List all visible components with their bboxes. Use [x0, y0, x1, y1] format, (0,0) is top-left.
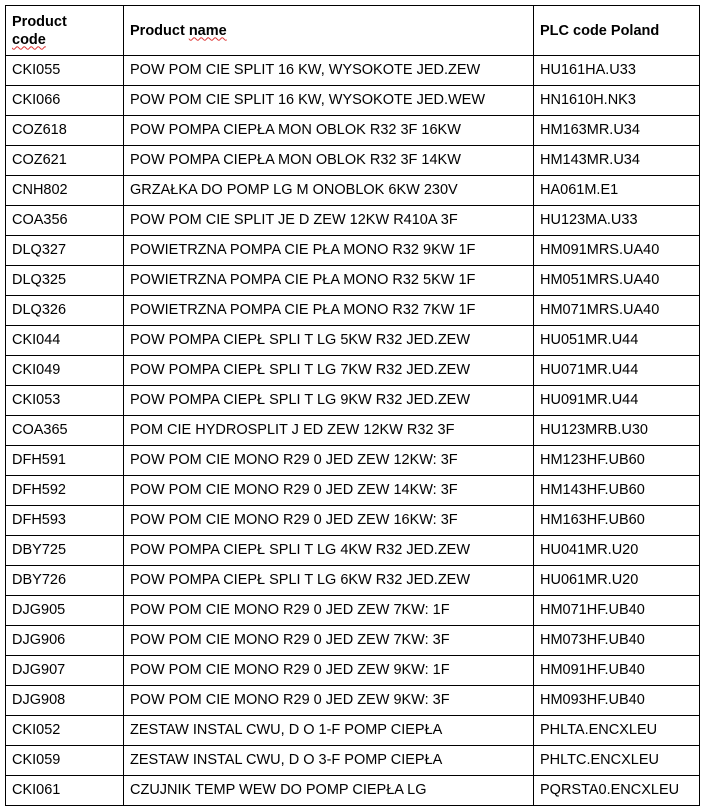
- product-name-cell: POW POM CIE MONO R29 0 JED ZEW 14KW: 3F: [124, 476, 534, 506]
- table-row: [6, 566, 700, 596]
- table-row: [6, 506, 700, 536]
- product-code-cell: DBY726: [6, 566, 124, 596]
- table-row: [6, 86, 700, 116]
- table-row: [6, 236, 700, 266]
- product-name-cell: ZESTAW INSTAL CWU, D O 3-F POMP CIEPŁA: [124, 746, 534, 776]
- product-code-cell: COZ621: [6, 146, 124, 176]
- product-code-cell: DFH592: [6, 476, 124, 506]
- table-body: [6, 56, 700, 806]
- product-name-cell: POW POMPA CIEPŁ SPLI T LG 6KW R32 JED.ZEW: [124, 566, 534, 596]
- plc-code-cell: HU061MR.U20: [534, 566, 700, 596]
- product-table-container: [5, 5, 700, 806]
- plc-code-cell: PQRSTA0.ENCXLEU: [534, 776, 700, 806]
- plc-code-cell: HM091MRS.UA40: [534, 236, 700, 266]
- product-code-cell: CKI055: [6, 56, 124, 86]
- header-plc-first: PLC: [540, 22, 569, 39]
- product-name-cell: POW POM CIE MONO R29 0 JED ZEW 16KW: 3F: [124, 506, 534, 536]
- table-header: [6, 6, 700, 56]
- product-name-cell: POW POMPA CIEPŁA MON OBLOK R32 3F 14KW: [124, 146, 534, 176]
- plc-code-cell: HM051MRS.UA40: [534, 266, 700, 296]
- table-row: [6, 326, 700, 356]
- product-name-cell: POM CIE HYDROSPLIT J ED ZEW 12KW R32 3F: [124, 416, 534, 446]
- header-plc-second: code Poland: [573, 22, 660, 39]
- product-code-cell: DFH593: [6, 506, 124, 536]
- product-code-cell: CKI049: [6, 356, 124, 386]
- product-code-cell: COZ618: [6, 116, 124, 146]
- table-row: [6, 626, 700, 656]
- table-row: [6, 206, 700, 236]
- product-name-cell: POW POMPA CIEPŁA MON OBLOK R32 3F 16KW: [124, 116, 534, 146]
- table-row: [6, 146, 700, 176]
- product-name-cell: POW POMPA CIEPŁ SPLI T LG 7KW R32 JED.ZEW: [124, 356, 534, 386]
- header-name-first: Product: [130, 22, 185, 39]
- product-code-cell: DBY725: [6, 536, 124, 566]
- product-name-cell: POW POM CIE MONO R29 0 JED ZEW 9KW: 3F: [124, 686, 534, 716]
- product-name-cell: POW POM CIE MONO R29 0 JED ZEW 7KW: 3F: [124, 626, 534, 656]
- plc-code-cell: HU071MR.U44: [534, 356, 700, 386]
- product-code-cell: CKI044: [6, 326, 124, 356]
- product-code-cell: CKI052: [6, 716, 124, 746]
- table-row: [6, 716, 700, 746]
- plc-code-cell: PHLTC.ENCXLEU: [534, 746, 700, 776]
- product-code-cell: DFH591: [6, 446, 124, 476]
- header-plc-code: [534, 6, 700, 56]
- plc-code-cell: HM091HF.UB40: [534, 656, 700, 686]
- plc-code-cell: HM143HF.UB60: [534, 476, 700, 506]
- table-row: [6, 116, 700, 146]
- product-name-cell: POW POM CIE SPLIT 16 KW, WYSOKOTE JED.WEW: [124, 86, 534, 116]
- plc-code-cell: HM163HF.UB60: [534, 506, 700, 536]
- plc-code-cell: HU161HA.U33: [534, 56, 700, 86]
- table-row: [6, 536, 700, 566]
- product-name-cell: GRZAŁKA DO POMP LG M ONOBLOK 6KW 230V: [124, 176, 534, 206]
- header-product-code: [6, 6, 124, 56]
- plc-code-cell: HM071MRS.UA40: [534, 296, 700, 326]
- plc-code-cell: HU123MA.U33: [534, 206, 700, 236]
- table-row: [6, 386, 700, 416]
- product-name-cell: POWIETRZNA POMPA CIE PŁA MONO R32 5KW 1F: [124, 266, 534, 296]
- table-row: [6, 356, 700, 386]
- product-code-cell: CKI066: [6, 86, 124, 116]
- product-code-cell: DLQ325: [6, 266, 124, 296]
- product-code-cell: CKI061: [6, 776, 124, 806]
- plc-code-cell: PHLTA.ENCXLEU: [534, 716, 700, 746]
- table-row: [6, 266, 700, 296]
- product-code-cell: COA365: [6, 416, 124, 446]
- product-name-cell: POW POMPA CIEPŁ SPLI T LG 5KW R32 JED.ZEW: [124, 326, 534, 356]
- product-code-cell: CKI053: [6, 386, 124, 416]
- product-code-cell: DJG907: [6, 656, 124, 686]
- header-row: [6, 6, 700, 56]
- plc-code-cell: HM071HF.UB40: [534, 596, 700, 626]
- plc-code-cell: HU123MRB.U30: [534, 416, 700, 446]
- product-code-cell: DJG905: [6, 596, 124, 626]
- plc-code-cell: HM073HF.UB40: [534, 626, 700, 656]
- product-code-cell: CKI059: [6, 746, 124, 776]
- product-code-cell: DLQ327: [6, 236, 124, 266]
- plc-code-cell: HU091MR.U44: [534, 386, 700, 416]
- plc-code-cell: HM163MR.U34: [534, 116, 700, 146]
- header-code-second: code: [12, 31, 46, 48]
- plc-code-cell: HN1610H.NK3: [534, 86, 700, 116]
- plc-code-cell: HM143MR.U34: [534, 146, 700, 176]
- table-row: [6, 656, 700, 686]
- product-table: [5, 5, 700, 806]
- product-name-cell: POWIETRZNA POMPA CIE PŁA MONO R32 7KW 1F: [124, 296, 534, 326]
- product-name-cell: POW POM CIE SPLIT JE D ZEW 12KW R410A 3F: [124, 206, 534, 236]
- table-row: [6, 296, 700, 326]
- header-name-second: name: [188, 22, 227, 39]
- plc-code-cell: HU041MR.U20: [534, 536, 700, 566]
- product-name-cell: ZESTAW INSTAL CWU, D O 1-F POMP CIEPŁA: [124, 716, 534, 746]
- product-code-cell: COA356: [6, 206, 124, 236]
- product-name-cell: POW POMPA CIEPŁ SPLI T LG 9KW R32 JED.ZEW: [124, 386, 534, 416]
- table-row: [6, 776, 700, 806]
- header-product-name: [124, 6, 534, 56]
- product-code-cell: DJG908: [6, 686, 124, 716]
- product-name-cell: CZUJNIK TEMP WEW DO POMP CIEPŁA LG: [124, 776, 534, 806]
- table-row: [6, 416, 700, 446]
- product-name-cell: POW POM CIE MONO R29 0 JED ZEW 9KW: 1F: [124, 656, 534, 686]
- table-row: [6, 686, 700, 716]
- product-name-cell: POW POM CIE SPLIT 16 KW, WYSOKOTE JED.ZEW: [124, 56, 534, 86]
- product-name-cell: POW POMPA CIEPŁ SPLI T LG 4KW R32 JED.ZEW: [124, 536, 534, 566]
- product-code-cell: DLQ326: [6, 296, 124, 326]
- product-code-cell: DJG906: [6, 626, 124, 656]
- table-row: [6, 476, 700, 506]
- table-row: [6, 176, 700, 206]
- product-name-cell: POW POM CIE MONO R29 0 JED ZEW 7KW: 1F: [124, 596, 534, 626]
- plc-code-cell: HM123HF.UB60: [534, 446, 700, 476]
- plc-code-cell: HA061M.E1: [534, 176, 700, 206]
- table-row: [6, 56, 700, 86]
- plc-code-cell: HU051MR.U44: [534, 326, 700, 356]
- product-code-cell: CNH802: [6, 176, 124, 206]
- plc-code-cell: HM093HF.UB40: [534, 686, 700, 716]
- table-row: [6, 446, 700, 476]
- product-name-cell: POWIETRZNA POMPA CIE PŁA MONO R32 9KW 1F: [124, 236, 534, 266]
- header-code-first: Product: [12, 13, 67, 30]
- table-row: [6, 596, 700, 626]
- product-name-cell: POW POM CIE MONO R29 0 JED ZEW 12KW: 3F: [124, 446, 534, 476]
- table-row: [6, 746, 700, 776]
